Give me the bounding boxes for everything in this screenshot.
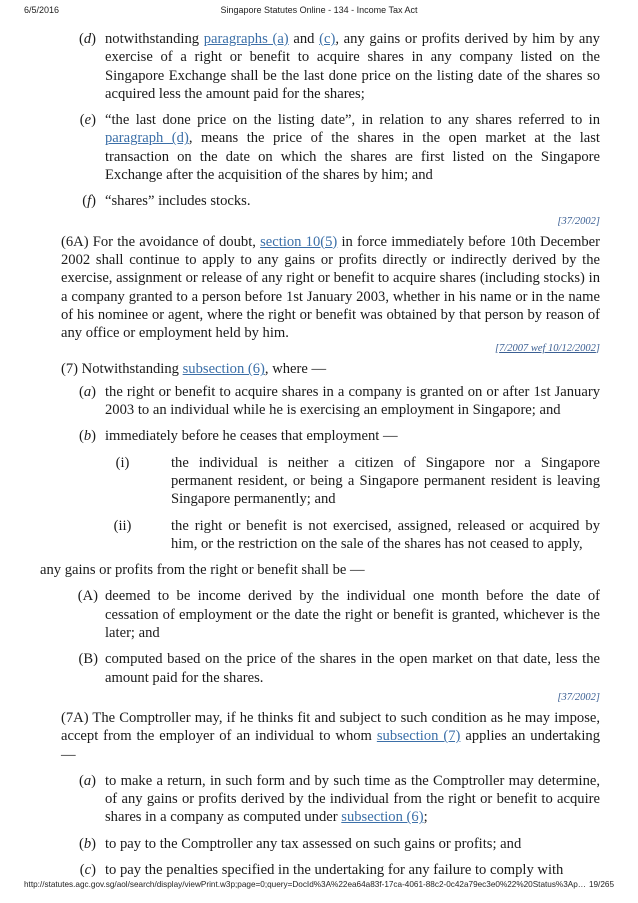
paragraph-e: (e) “the last done price on the listing date”, in relation to any shares referred to in paragraph (d), means the price of the shares in the open market at the last transaction on the date on which the shares are first listed on the Singapore Exchange after the acquisition of the shares by him; and: [40, 111, 600, 184]
paragraph-label: (b): [78, 428, 96, 445]
paragraph-label: (a): [78, 383, 96, 400]
subparagraph-label: (ii): [113, 517, 132, 534]
page-header: [0, 5, 638, 19]
link-paragraph-d[interactable]: paragraph (d): [105, 130, 189, 147]
link-paragraph-c[interactable]: (c): [319, 31, 336, 47]
amendment-note: [7/2007 wef 10/12/2002]: [494, 343, 600, 355]
paragraph-label: (A): [77, 588, 98, 605]
page-title: Singapore Statutes Online - 134 - Income Tax Act: [220, 5, 418, 15]
amendment-link[interactable]: 7/2007 wef 10/12/2002: [499, 343, 596, 355]
subsection-7-b: (b) immediately before he ceases that employment —: [40, 427, 600, 445]
subsection-7-B: (B) computed based on the price of the shares in the open market on that date, less the amount paid for the shares.: [40, 650, 600, 687]
statute-content: [40, 30, 600, 887]
paragraph-label: (a): [78, 772, 96, 789]
subsection-7: (7) Notwithstanding subsection (6), where —: [61, 361, 327, 378]
subparagraph-ii: (ii) the right or benefit is not exercised, assigned, released or acquired by him, or the restriction on the sale of the shares has not ceased to apply,: [40, 517, 600, 554]
page-footer: [0, 880, 638, 894]
subsection-7A-c: (c) to pay the penalties specified in the undertaking for any failure to comply with: [40, 861, 600, 879]
link-subsection-6[interactable]: subsection (6): [341, 809, 424, 826]
amendment-note: [37/2002]: [557, 215, 600, 227]
link-subsection-7[interactable]: subsection (7): [376, 728, 461, 745]
paragraph-label: (e): [79, 112, 96, 129]
subsection-7A: (7A) The Comptroller may, if he thinks fit and subject to such condition as he may impose, accept from the employer of an individual to whom subsection (7) applies an undertaking —: [61, 709, 601, 763]
paragraph-label: (B): [78, 651, 98, 668]
paragraph-d: (d) notwithstanding paragraphs (a) and (c), any gains or profits derived by him by any exercise of a right or benefit to acquire shares in any company listed on the Singapore Exchange shall be the last done price on the listing date of the shares so acquired less the amount paid for the shares;: [40, 30, 600, 103]
subsection-7-tail: any gains or profits from the right or benefit shall be —: [40, 562, 365, 579]
source-url: http://statutes.agc.gov.sg/aol/search/display/viewPrint.w3p;page=0;query=DocId%3A%22ea64a83f-17ca-4061-88c2-0c42a79ec3e0%22%20Status%3Ap…: [24, 880, 586, 889]
paragraph-label: (b): [78, 835, 96, 852]
subsection-6A: (6A) For the avoidance of doubt, section 10(5) in force immediately before 10th December 2002 shall continue to apply to any gains or profits directly or indirectly derived by the exercise, assignment or release of any right or benefit to acquire shares (including stocks) in a company granted to a person before 1st January 2003, whether in his name or in the name of his nominee or agent, where the right or benefit was obtained by that person by reason of any office or employment held by him.: [61, 233, 600, 342]
print-date: 6/5/2016: [24, 5, 60, 15]
link-section-10-5[interactable]: section 10(5): [260, 233, 338, 250]
subparagraph-i: (i) the individual is neither a citizen of Singapore nor a Singapore permanent resident, or being a Singapore permanent resident is leaving Singapore permanently; and: [40, 454, 600, 509]
subsection-7A-b: (b) to pay to the Comptroller any tax assessed on such gains or profits; and: [40, 835, 600, 853]
paragraph-label: (d): [78, 31, 96, 47]
link-paragraphs-a[interactable]: paragraphs (a): [203, 31, 289, 47]
subparagraph-label: (i): [115, 454, 130, 471]
page-number: 19/265: [588, 880, 614, 889]
paragraph-f: (f) “shares” includes stocks.: [40, 192, 600, 210]
paragraph-label: (f): [82, 193, 96, 210]
amendment-note: [37/2002]: [557, 691, 600, 703]
subsection-7-A: (A) deemed to be income derived by the individual one month before the date of cessation of employment or the date the right or benefit is granted, whichever is the later; and: [40, 587, 600, 642]
subsection-7-a: (a) the right or benefit to acquire shares in a company is granted on or after 1st January 2003 to an individual while he is exercising an employment in Singapore; and: [40, 383, 600, 420]
link-subsection-6[interactable]: subsection (6): [182, 361, 265, 378]
subsection-7A-a: (a) to make a return, in such form and by such time as the Comptroller may determine, of any gains or profits derived by the individual from the right or benefit to acquire shares in a company as computed under subsection (6);: [40, 772, 600, 827]
paragraph-label: (c): [79, 861, 96, 878]
